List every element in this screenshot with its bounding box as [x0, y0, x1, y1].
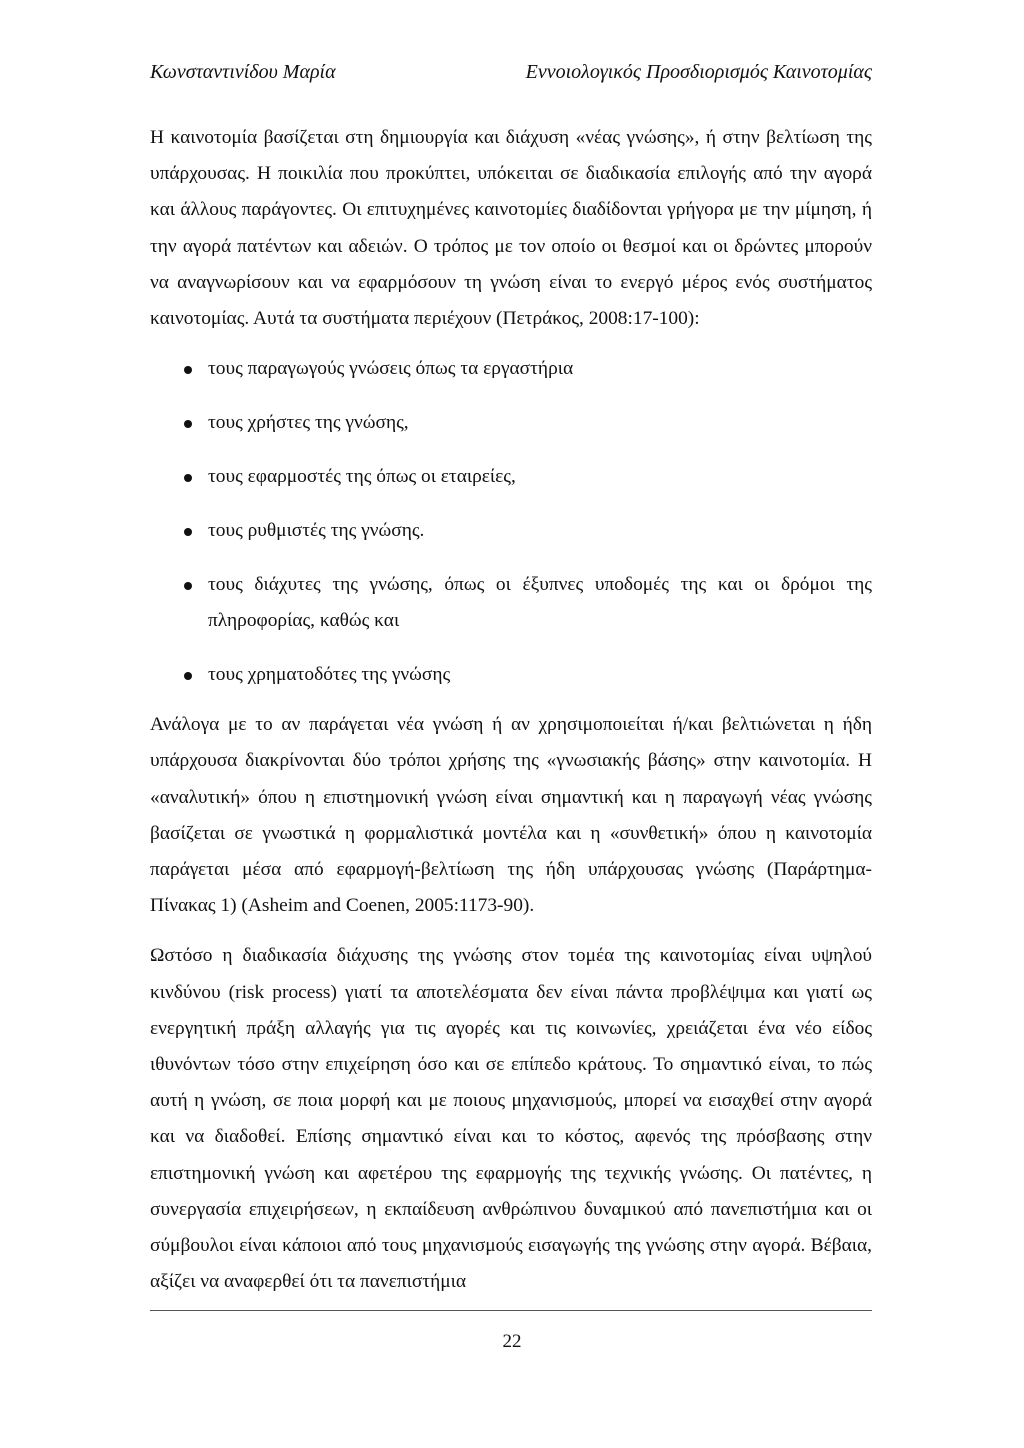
list-item: τους εφαρμοστές της όπως οι εταιρείες, — [150, 459, 872, 495]
running-header — [150, 58, 872, 86]
bullet-icon — [184, 672, 192, 680]
document-page — [150, 58, 872, 1300]
list-item: τους ρυθμιστές της γνώσης. — [150, 513, 872, 549]
bullet-icon — [184, 528, 192, 536]
bullet-list — [150, 351, 872, 693]
page-number: 22 — [502, 1331, 522, 1352]
paragraph-diffusion-risk: Ωστόσο η διαδικασία διάχυσης της γνώσης στον τομέα της καινοτομίας είναι υψηλού κινδύνου (risk process) γιατί τα αποτελέσματα δεν είναι πάντα προβλέψιμα και γιατί ως ενεργητική πράξη αλλαγής για τις αγορές και τις κοινωνίες, χρειάζεται ένα νέο είδος ιθυνόντων τόσο στην επιχείρηση όσο και σε επίπεδο κράτους. Το σημαντικό είναι, το πώς αυτή η γνώση, σε ποια μορφή και με ποιους μηχανισμούς, μπορεί να εισαχθεί στην αγορά και να διαδοθεί. Επίσης σημαντικό είναι και το κόστος, αφενός της πρόσβασης στην επιστημονική γνώση και αφετέρου της εφαρμογής της τεχνικής γνώσης. Οι πατέντες, η συνεργασία επιχειρήσεων, η εκπαίδευση ανθρώπινου δυναμικού από πανεπιστήμια και οι σύμβουλοι είναι κάποιοι από τους μηχανισμούς εισαγωγής της γνώσης στην αγορά. Βέβαια, αξίζει να αναφερθεί ότι τα πανεπιστήμια — [150, 945, 872, 1293]
list-item: τους χρήστες της γνώσης, — [150, 405, 872, 441]
list-item: τους παραγωγούς γνώσεις όπως τα εργαστήρια — [150, 351, 872, 387]
paragraph-knowledge-base: Ανάλογα με το αν παράγεται νέα γνώση ή αν χρησιμοποιείται ή/και βελτιώνεται η ήδη υπάρχουσα διακρίνονται δύο τρόποι χρήσης της «γνωσιακής βάσης» στην καινοτομία. Η «αναλυτική» όπου η επιστημονική γνώση είναι σημαντική και η παραγωγή νέας γνώσης βασίζεται σε γνωστικά η φορμαλιστικά μοντέλα και η «συνθετική» όπου η καινοτομία παράγεται μέσα από εφαρμογή-βελτίωση της ήδη υπάρχουσας γνώσης (Παράρτημα-Πίνακας 1) (Asheim and Coenen, 2005:1173-90). — [150, 714, 872, 917]
header-chapter-title: Εννοιολογικός Προσδιορισμός Καινοτομίας — [525, 61, 872, 83]
bullet-icon — [184, 474, 192, 482]
header-author: Κωνσταντινίδου Μαρία — [150, 61, 336, 83]
bullet-icon — [184, 420, 192, 428]
bullet-icon — [184, 582, 192, 590]
bullet-icon — [184, 366, 192, 374]
list-item: τους διάχυτες της γνώσης, όπως οι έξυπνες υποδομές της και οι δρόμοι της πληροφορίας, καθώς και — [150, 567, 872, 639]
paragraph-intro: Η καινοτομία βασίζεται στη δημιουργία και διάχυση «νέας γνώσης», ή στην βελτίωση της υπάρχουσας. Η ποικιλία που προκύπτει, υπόκειται σε διαδικασία επιλογής από την αγορά και άλλους παράγοντες. Οι επιτυχημένες καινοτομίες διαδίδονται γρήγορα με την μίμηση, ή την αγορά πατέντων και αδειών. Ο τρόπος με τον οποίο οι θεσμοί και οι δρώντες μπορούν να αναγνωρίσουν και να εφαρμόσουν τη γνώση είναι το ενεργό μέρος ενός συστήματος καινοτομίας. Αυτά τα συστήματα περιέχουν (Πετράκος, 2008:17-100): — [150, 127, 872, 330]
list-item: τους χρηματοδότες της γνώσης — [150, 657, 872, 693]
footer-divider — [150, 1310, 872, 1311]
